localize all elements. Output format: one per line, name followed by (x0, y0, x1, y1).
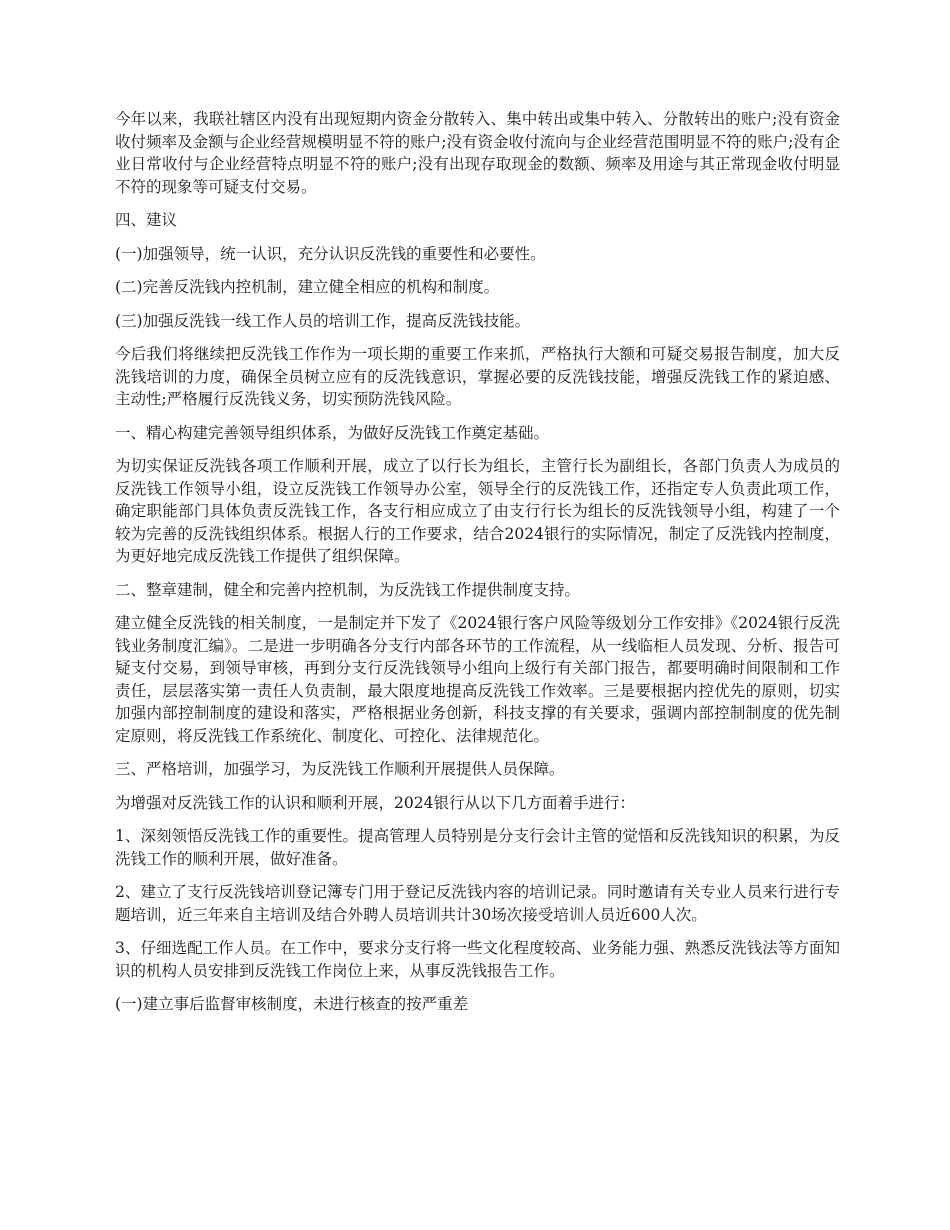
paragraph-system: 建立健全反洗钱的相关制度，一是制定并下发了《2024银行客户风险等级划分工作安排》《2024银行反洗钱业务制度汇编》。二是进一步明确各分支行内部各环节的工作流程，从一线临柜人员发现、分析、报告可疑支付交易，到领导审核，再到分支行反洗钱领导小组向上级行有关部门报告，都要明确时间限制和工作责任，层层落实第一责任人负责制，最大限度地提高反洗钱工作效率。三是要根据内控优先的原则，切实加强内部控制制度的建设和落实，严格根据业务创新，科技支撑的有关要求，强调内部控制制度的优先制定原则，将反洗钱工作系统化、制度化、可控化、法律规范化。 (115, 614, 840, 745)
paragraph-training-intro: 为增强对反洗钱工作的认识和顺利开展，2024银行从以下几方面着手进行： (115, 793, 635, 812)
paragraph-supervision: (一)建立事后监督审核制度，未进行核查的按严重差 (115, 995, 469, 1013)
training-item-1: 1、深刻领悟反洗钱工作的重要性。提高管理人员特别是分支行会计主管的觉悟和反洗钱知识的积累，为反洗钱工作的顺利开展，做好准备。 (115, 827, 840, 868)
training-item-2: 2、建立了支行反洗钱培训登记簿专门用于登记反洗钱内容的培训记录。同时邀请有关专业人员来行进行专题培训，近三年来自主培训及结合外聘人员培训共计30场次接受培训人员近600人次。 (115, 883, 840, 924)
paragraph-summary: 今年以来，我联社辖区内没有出现短期内资金分散转入、集中转出或集中转入、分散转出的账户;没有资金收付频率及金额与企业经营规模明显不符的账户;没有资金收付流向与企业经营范围明显不符的账户;没有企业日常收付与企业经营特点明显不符的账户;没有出现存取现金的数额、频率及用途与其正常现金收付明显不符的现象等可疑支付交易。 (115, 110, 840, 196)
paragraph-future-work: 今后我们将继续把反洗钱工作作为一项长期的重要工作来抓，严格执行大额和可疑交易报告制度，加大反洗钱培训的力度，确保全员树立应有的反洗钱意识，掌握必要的反洗钱技能，增强反洗钱工作的紧迫感、主动性;严格履行反洗钱义务，切实预防洗钱风险。 (115, 345, 840, 408)
section-heading-organization: 一、精心构建完善领导组织体系，为做好反洗钱工作奠定基础。 (115, 423, 550, 442)
document-body (115, 108, 840, 1027)
suggestion-item-2: (二)完善反洗钱内控机制，建立健全相应的机构和制度。 (115, 278, 500, 296)
section-heading-system: 二、整章建制，健全和完善内控机制，为反洗钱工作提供制度支持。 (115, 580, 581, 599)
training-item-3: 3、仔细选配工作人员。在工作中，要求分支行将一些文化程度较高、业务能力强、熟悉反洗钱法等方面知识的机构人员安排到反洗钱工作岗位上来，从事反洗钱报告工作。 (115, 939, 840, 980)
paragraph-organization: 为切实保证反洗钱各项工作顺利开展，成立了以行长为组长，主管行长为副组长，各部门负责人为成员的反洗钱工作领导小组，设立反洗钱工作领导办公室，领导全行的反洗钱工作，还指定专人负责此项工作，确定职能部门具体负责反洗钱工作，各支行相应成立了由支行行长为组长的反洗钱领导小组，构建了一个较为完善的反洗钱组织体系。根据人行的工作要求，结合2024银行的实际情况，制定了反洗钱内控制度，为更好地完成反洗钱工作提供了组织保障。 (115, 457, 840, 565)
suggestion-item-3: (三)加强反洗钱一线工作人员的培训工作，提高反洗钱技能。 (115, 311, 531, 330)
section-heading-training: 三、严格培训，加强学习，为反洗钱工作顺利开展提供人员保障。 (115, 760, 565, 778)
suggestion-item-1: (一)加强领导，统一认识，充分认识反洗钱的重要性和必要性。 (115, 244, 546, 263)
section-heading-suggestions: 四、建议 (115, 211, 178, 229)
